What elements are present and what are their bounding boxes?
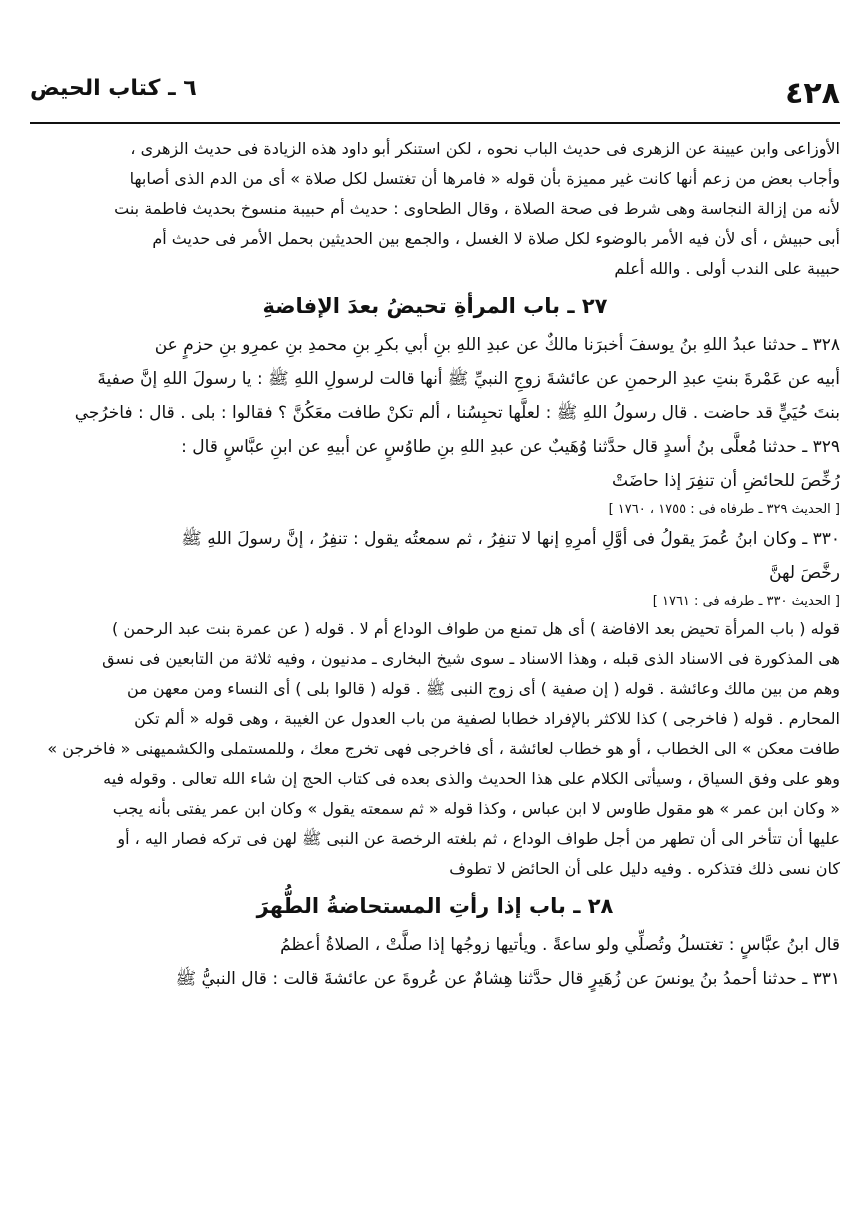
book-page xyxy=(30,70,840,996)
commentary-line: قوله ( باب المرأة تحيض بعد الافاضة ) أى هل تمنع من طواف الوداع أم لا . قوله ( عن عمرة بنت عبد الرحمن ) xyxy=(111,619,840,638)
commentary-line: كان نسى ذلك فتذكره . وفيه دليل على أن الحائض لا تطوف xyxy=(449,859,840,878)
hadith-line: ٣٢٩ ـ حدثنا مُعلَّى بنُ أسدٍ قال حدَّثنا وُهَيبٌ عن عبدِ اللهِ بنِ طاوُسٍ عن أبيهِ عن ابنِ عبَّاسٍ قال : xyxy=(181,437,840,457)
chapter-heading: ٢٧ ـ باب المرأةِ تحيضُ بعدَ الإفاضةِ xyxy=(262,294,608,318)
commentary-line: حبيبة على الندب أولى . والله أعلم xyxy=(614,259,840,278)
hadith-line: رُخِّصَ للحائضِ أن تنفِرَ إذا حاضَتْ xyxy=(612,471,840,491)
commentary-line: « وكان ابن عمر » هو مقول طاوس لا ابن عباس ، وكذا قوله « ثم سمعته يقول » وكان ابن عمر يفتى بأنه يجب xyxy=(112,799,840,818)
hadith-line: قال ابنُ عبَّاسٍ : تغتسلُ وتُصلِّي ولو ساعةً . ويأتيها زوجُها إذا صلَّتْ ، الصلاةُ أعظمُ xyxy=(280,935,840,955)
hadith-line: بنتَ حُيَيٍّ قد حاضت . قال رسولُ اللهِ ﷺ : لعلَّها تحبِسُنا ، ألم تكنْ طافت معَكُنَّ ؟ فقالوا : بلى . قال : فاخرُجي xyxy=(74,403,840,423)
hadith-line: ٣٣٠ ـ وكان ابنُ عُمرَ يقولُ فى أوَّلِ أمرِهِ إنها لا تنفِرُ ، ثم سمعتُه يقول : تنفِرُ ، إنَّ رسولَ اللهِ ﷺ xyxy=(181,529,840,549)
running-title: ٦ ـ كتاب الحيض xyxy=(30,76,197,101)
cross-reference: [ الحديث ٣٢٩ ـ طرفاه فى : ١٧٥٥ ، ١٧٦٠ ] xyxy=(608,502,840,517)
page-number: ٤٢٨ xyxy=(785,76,840,111)
hadith-line: ٣٣١ ـ حدثنا أحمدُ بنُ يونسَ عن زُهَيرٍ قال حدَّثنا هِشامٌ عن عُروةَ عن عائشةَ قالت : قال النبيُّ ﷺ xyxy=(175,969,840,989)
commentary-line: وهو على وفق السياق ، وسيأتى الكلام على هذا الحديث والذى بعده فى كتاب الحج إن شاء الله تعالى . وقوله فيه xyxy=(103,769,840,788)
commentary-line: أبى حبيش ، أى لأن فيه الأمر بالوضوء لكل صلاة لا الغسل ، والجمع بين الحديثين بحمل الأمر فى حديث أم xyxy=(152,229,840,248)
hadith-line: أبيه عن عَمْرةَ بنتِ عبدِ الرحمنِ عن عائشةَ زوجِ النبيِّ ﷺ أنها قالت لرسولِ اللهِ ﷺ : يا رسولَ اللهِ إنَّ صفيةَ xyxy=(97,369,840,389)
hadith-line: ٣٢٨ ـ حدثنا عبدُ اللهِ بنُ يوسفَ أخبرَنا مالكٌ عن عبدِ اللهِ بنِ أبي بكرِ بنِ محمدِ بنِ عمرِو بنِ حزمٍ عن xyxy=(154,335,840,355)
commentary-line: المحارم . قوله ( فاخرجى ) كذا للاكثر بالإفراد خطابا لصفية من باب العدول عن الغيبة ، وهى قوله « ألم تكن xyxy=(134,709,840,728)
commentary-line: عليها أن تتأخر الى أن تطهر من أجل طواف الوداع ، ثم بلغته الرخصة عن النبى ﷺ لهن فى تركه فصار اليه ، أو xyxy=(117,829,840,848)
chapter-heading: ٢٨ ـ باب إذا رأتِ المستحاضةُ الطُّهرَ xyxy=(256,894,614,918)
commentary-line: لأنه من إزالة النجاسة وهى شرط فى صحة الصلاة ، وقال الطحاوى : حديث أم حبيبة منسوخ بحديث فاطمة بنت xyxy=(114,199,840,218)
commentary-line: طافت معكن » الى الخطاب ، أو هو خطاب لعائشة ، أى فاخرجى فهى تخرج معك ، وللمستملى والكشميهنى « فاخرجن » xyxy=(47,739,840,758)
commentary-line: وهم من بين مالك وعائشة . قوله ( إن صفية ) أى زوج النبى ﷺ . قوله ( قالوا بلى ) أى النساء ومن معهن من xyxy=(126,679,840,698)
commentary-line: وأجاب بعض من زعم أنها كانت غير مميزة بأن قوله « فامرها أن تغتسل لكل صلاة » أى من الدم الذى أصابها xyxy=(129,169,840,188)
commentary-line: الأوزاعى وابن عيينة عن الزهرى فى حديث الباب نحوه ، لكن استنكر أبو داود هذه الزيادة فى حديث الزهرى ، xyxy=(130,139,840,158)
cross-reference: [ الحديث ٣٣٠ ـ طرفه فى : ١٧٦١ ] xyxy=(652,594,840,609)
page-body xyxy=(30,134,840,996)
page-header xyxy=(30,70,840,124)
commentary-line: هى المذكورة فى الاسناد الذى قبله ، وهذا الاسناد ـ سوى شيخ البخارى ـ مدنيون ، وفيه ثلاثة من التابعين فى نسق xyxy=(102,649,840,668)
hadith-line: رخَّصَ لهنَّ xyxy=(769,563,840,583)
